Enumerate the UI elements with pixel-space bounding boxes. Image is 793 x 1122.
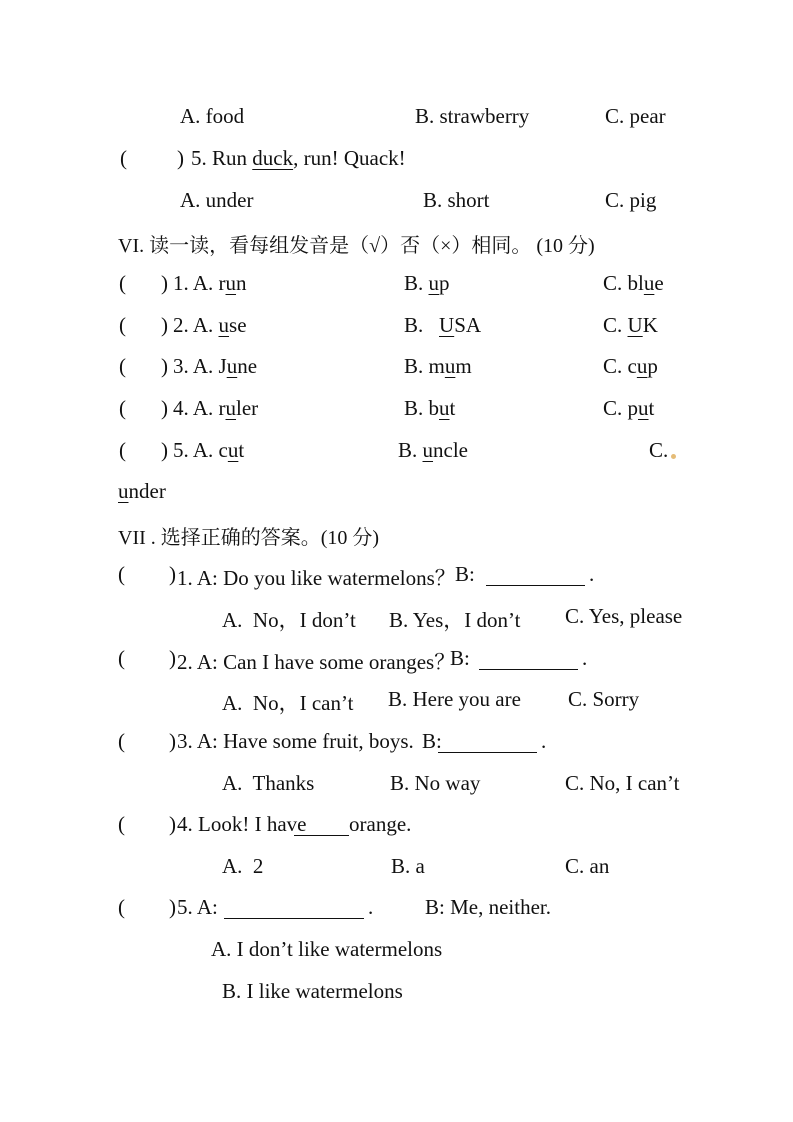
answer-paren-open: ( [118, 895, 125, 919]
section-title: VI. 读一读，看每组发音是（√）否（×）相同。 (10 分) [118, 235, 595, 257]
options-row-v5 [0, 188, 793, 218]
option-c: C. Sorry [568, 687, 640, 711]
stray-mark [671, 454, 676, 459]
word-b: B. but [404, 396, 456, 420]
phonics-row-4 [0, 396, 793, 426]
answer-paren-close: ) [177, 146, 184, 170]
word-a: 2. A. use [173, 313, 247, 337]
phonics-row-5-overflow [0, 479, 793, 509]
speaker-b-label: B: [422, 729, 442, 753]
options-row-4 [0, 854, 793, 884]
question-text: 2. A: Can I have some oranges？ [177, 650, 456, 674]
option-b: B. I like watermelons [222, 979, 403, 1003]
answer-blank [224, 895, 364, 919]
word-b: B. uncle [398, 438, 468, 462]
period: . [582, 646, 588, 670]
answer-paren-open: ( [118, 646, 125, 670]
answer-paren-open: ( [118, 729, 125, 753]
answer-paren-close: ) [169, 646, 176, 670]
option-a: A. Thanks [222, 771, 315, 795]
options-row-3 [0, 771, 793, 801]
answer-paren-close: ) [169, 812, 176, 836]
option-c: C. pear [605, 104, 666, 128]
word-c: C. put [603, 396, 655, 420]
speaker-b-label: B: [455, 562, 475, 586]
option-c: C. No, I can’t [565, 771, 680, 795]
options-row-5b [0, 979, 793, 1009]
answer-paren-close: ) [161, 271, 168, 295]
option-a: A. under [180, 188, 254, 212]
word-a: 3. A. June [173, 354, 258, 378]
answer-blank [294, 812, 349, 836]
word-a: 5. A. cut [173, 438, 245, 462]
options-row-1 [0, 604, 793, 634]
phonics-row-1 [0, 271, 793, 301]
option-a: A. food [180, 104, 245, 128]
answer-paren-open: ( [120, 146, 127, 170]
option-a: A. I don’t like watermelons [211, 937, 443, 961]
word-c: C. blue [603, 271, 664, 295]
option-a: A. 2 [222, 854, 264, 878]
speaker-a-label: 5. A: [177, 895, 218, 919]
word-c: C. UK [603, 313, 658, 337]
question-row-5 [0, 895, 793, 925]
word-b: B. USA [404, 313, 482, 337]
answer-paren-close: ) [169, 729, 176, 753]
question-text: 1. A: Do you like watermelons？ [177, 566, 456, 590]
option-c: C. Yes, please [565, 604, 683, 628]
word-a: 4. A. ruler [173, 396, 259, 420]
underlined-word: duck [252, 146, 294, 170]
answer-paren-open: ( [119, 438, 126, 462]
question-row-3 [0, 729, 793, 759]
phonics-row-3 [0, 354, 793, 384]
options-row-5a [0, 937, 793, 967]
options-row-v4 [0, 104, 793, 134]
answer-paren-open: ( [119, 354, 126, 378]
word-b: B. up [404, 271, 450, 295]
option-b: B. No way [390, 771, 481, 795]
question-row-1 [0, 562, 793, 592]
option-b: B. strawberry [415, 104, 530, 128]
option-a: A. No，I don’t [222, 608, 356, 632]
answer-paren-open: ( [119, 396, 126, 420]
section-vi-header [0, 229, 793, 259]
period: . [368, 895, 374, 919]
word-a: 1. A. run [173, 271, 247, 295]
phonics-row-2 [0, 313, 793, 343]
answer-paren-open: ( [118, 562, 125, 586]
question-text-tail: orange. [349, 812, 412, 836]
word-c: C. cup [603, 354, 658, 378]
answer-paren-close: ) [161, 396, 168, 420]
question-row-4 [0, 812, 793, 842]
question-text: 3. A: Have some fruit, boys. [177, 729, 414, 753]
answer-paren-close: ) [161, 313, 168, 337]
answer-blank [486, 562, 585, 586]
phonics-row-5 [0, 438, 793, 468]
answer-blank [438, 729, 537, 753]
question-row-2 [0, 646, 793, 676]
speaker-b-label: B: [450, 646, 470, 670]
answer-blank [479, 646, 578, 670]
answer-paren-close: ) [169, 895, 176, 919]
option-b: B. Yes，I don’t [389, 608, 521, 632]
answer-paren-close: ) [161, 438, 168, 462]
answer-paren-open: ( [118, 812, 125, 836]
question-row-v5 [0, 146, 793, 176]
question-text: 5. Run duck, run! Quack! [191, 146, 406, 170]
answer-paren-open: ( [119, 313, 126, 337]
option-b: B. short [423, 188, 490, 212]
option-b: B. a [391, 854, 425, 878]
options-row-2 [0, 687, 793, 717]
option-c: C. an [565, 854, 610, 878]
option-a: A. No，I can’t [222, 691, 354, 715]
option-c: C. pig [605, 188, 657, 212]
period: . [589, 562, 595, 586]
word-c: under [118, 479, 166, 503]
word-c-label: C. [649, 438, 669, 462]
option-b: B. Here you are [388, 687, 521, 711]
section-title: VII . 选择正确的答案。(10 分) [118, 527, 380, 549]
answer-paren-close: ) [169, 562, 176, 586]
question-text: 4. Look! I have [177, 812, 312, 836]
answer-paren-open: ( [119, 271, 126, 295]
speaker-b-text: B: Me, neither. [425, 895, 551, 919]
section-vii-header [0, 521, 793, 551]
period: . [541, 729, 547, 753]
answer-paren-close: ) [161, 354, 168, 378]
word-b: B. mum [404, 354, 472, 378]
